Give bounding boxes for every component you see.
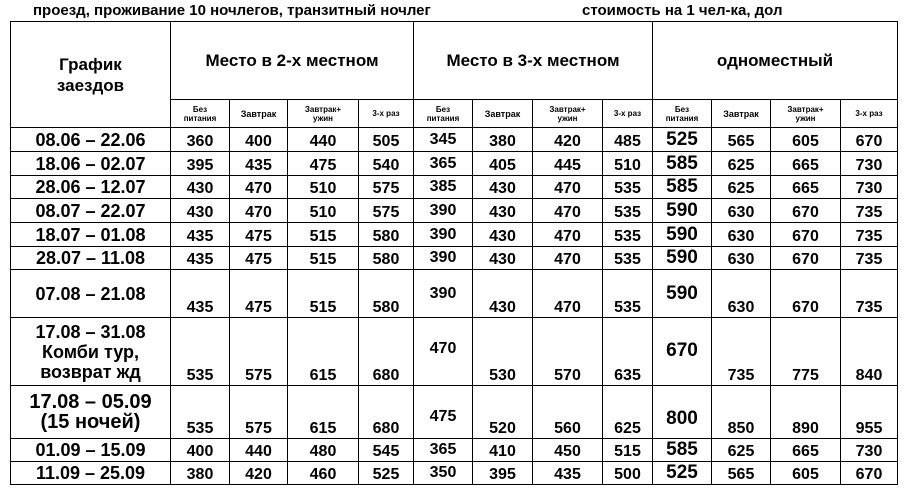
meal-plan-line: питания [183,113,217,123]
meal-plan-line: 3-х раз [372,109,400,118]
price-cell: 585 [653,176,712,199]
price-cell: 475 [288,152,359,176]
price-cell: 580 [359,223,414,247]
price-cell: 350 [414,462,473,485]
price-cell: 470 [533,223,603,247]
price-cell: 535 [603,247,653,270]
date-line: 01.09 – 15.09 [35,440,146,460]
price-cell: 585 [653,152,712,176]
table-row [11,199,898,223]
caption-trip-details: проезд, проживание 10 ночлегов, транзитный ночлег [33,2,431,19]
price-cell: 470 [533,247,603,270]
price-cell: 670 [771,199,841,223]
table-row [11,439,898,462]
price-cell: 520 [473,386,533,439]
price-cell: 580 [359,247,414,270]
price-cell: 470 [533,176,603,199]
price-cell: 670 [771,270,841,318]
price-cell: 515 [288,270,359,318]
price-cell: 840 [841,318,898,386]
date-line: 07.08 – 21.08 [35,283,146,304]
table-row [11,270,898,318]
price-cell: 390 [414,247,473,270]
price-cell: 630 [712,223,771,247]
table-row [11,176,898,199]
price-cell: 560 [533,386,603,439]
price-cell: 605 [771,462,841,485]
caption-price-unit: стоимость на 1 чел-ка, дол [582,2,783,19]
price-cell: 405 [473,152,533,176]
price-cell: 735 [841,247,898,270]
price-cell: 410 [473,439,533,462]
price-cell: 460 [288,462,359,485]
price-cell: 625 [712,439,771,462]
meal-plan-header [473,100,533,128]
date-line: Комби тур, [41,341,140,362]
date-line: 17.08 – 05.09 [29,391,152,413]
schedule-dates [11,199,171,223]
room-group-header: одноместный [653,22,898,100]
price-cell: 470 [414,318,473,386]
price-cell: 430 [473,270,533,318]
date-line: 08.06 – 22.06 [35,129,146,150]
price-cell: 435 [230,152,288,176]
price-cell: 625 [712,152,771,176]
table-row [11,462,898,485]
price-cell: 670 [841,128,898,152]
price-cell: 635 [603,318,653,386]
price-cell: 420 [533,128,603,152]
price-cell: 400 [230,128,288,152]
price-cell: 430 [473,223,533,247]
price-cell: 525 [653,128,712,152]
price-cell: 395 [473,462,533,485]
price-cell: 590 [653,223,712,247]
price-cell: 730 [841,176,898,199]
meal-plan-line: Завтрак [240,108,277,119]
date-line: 08.07 – 22.07 [35,200,146,221]
price-cell: 515 [288,223,359,247]
meal-plan-line: ужин [313,113,333,123]
price-cell: 625 [712,176,771,199]
price-cell: 670 [771,247,841,270]
price-cell: 430 [473,247,533,270]
price-cell: 395 [171,152,230,176]
schedule-dates [11,176,171,199]
price-cell: 735 [841,223,898,247]
meal-plan-header [288,100,359,128]
price-cell: 615 [288,386,359,439]
price-cell: 445 [533,152,603,176]
price-cell: 680 [359,318,414,386]
meal-plan-line: Завтрак+ [304,104,342,114]
price-cell: 535 [603,223,653,247]
price-cell: 565 [712,128,771,152]
meal-plan-line: Завтрак+ [787,104,824,114]
meal-plan-header [171,100,230,128]
price-cell: 365 [414,439,473,462]
price-cell: 485 [603,128,653,152]
price-cell: 630 [712,199,771,223]
price-cell: 585 [653,439,712,462]
meal-plan-header [359,100,414,128]
price-cell: 535 [171,318,230,386]
price-cell: 475 [230,270,288,318]
meal-plan-line: 3-х раз [855,109,883,118]
price-cell: 545 [359,439,414,462]
schedule-header-line: График [59,54,122,74]
price-cell: 430 [473,176,533,199]
price-cell: 535 [603,199,653,223]
price-cell: 670 [771,223,841,247]
meal-plan-header [771,100,841,128]
price-cell: 470 [230,199,288,223]
schedule-dates [11,462,171,485]
schedule-header-line: заездов [56,75,125,95]
price-cell: 470 [533,199,603,223]
schedule-dates [11,439,171,462]
price-cell: 540 [359,152,414,176]
price-cell: 390 [414,199,473,223]
table-row [11,247,898,270]
meal-plan-header [712,100,771,128]
price-cell: 625 [603,386,653,439]
price-table [10,21,898,485]
price-cell: 955 [841,386,898,439]
price-cell: 605 [771,128,841,152]
price-cell: 735 [841,270,898,318]
price-cell: 590 [653,199,712,223]
price-cell: 590 [653,270,712,318]
price-cell: 890 [771,386,841,439]
price-cell: 475 [230,247,288,270]
table-row [11,128,898,152]
date-line: 17.08 – 31.08 [35,321,146,342]
price-cell: 735 [841,199,898,223]
price-cell: 430 [171,176,230,199]
meal-plan-header [603,100,653,128]
price-cell: 510 [288,176,359,199]
meal-plan-line: Без [435,104,451,114]
price-cell: 435 [171,270,230,318]
price-cell: 575 [230,318,288,386]
price-cell: 630 [712,270,771,318]
price-cell: 525 [359,462,414,485]
price-cell: 670 [841,462,898,485]
schedule-dates [11,386,171,439]
price-cell: 665 [771,176,841,199]
price-cell: 515 [288,247,359,270]
price-cell: 615 [288,318,359,386]
price-cell: 590 [653,247,712,270]
date-line: возврат жд [40,361,141,382]
schedule-dates [11,247,171,270]
price-cell: 510 [603,152,653,176]
meal-plan-line: Завтрак [484,108,521,119]
meal-plan-line: ужин [795,113,816,123]
price-cell: 535 [603,176,653,199]
price-cell: 850 [712,386,771,439]
price-cell: 380 [171,462,230,485]
price-cell: 435 [171,247,230,270]
price-cell: 385 [414,176,473,199]
price-cell: 380 [473,128,533,152]
table-row [11,223,898,247]
price-cell: 500 [603,462,653,485]
price-cell: 730 [841,152,898,176]
price-cell: 475 [414,386,473,439]
price-cell: 665 [771,439,841,462]
price-cell: 450 [533,439,603,462]
price-cell: 510 [288,199,359,223]
meal-plan-header [533,100,603,128]
meal-plan-line: Завтрак+ [549,104,586,114]
price-cell: 530 [473,318,533,386]
price-cell: 365 [414,152,473,176]
meal-plan-header [414,100,473,128]
date-line: 28.07 – 11.08 [35,248,146,268]
price-cell: 505 [359,128,414,152]
meal-plan-header [230,100,288,128]
date-line: (15 ночей) [40,411,141,433]
price-cell: 570 [533,318,603,386]
price-cell: 515 [603,439,653,462]
schedule-dates [11,152,171,176]
header-row-groups [11,22,898,100]
price-cell: 475 [230,223,288,247]
meal-plan-line: Завтрак [723,108,759,119]
price-cell: 775 [771,318,841,386]
meal-plan-line: Без [674,104,690,114]
price-cell: 470 [533,270,603,318]
price-cell: 440 [230,439,288,462]
price-cell: 630 [712,247,771,270]
meal-plan-header [841,100,898,128]
date-line: 11.09 – 25.09 [35,463,146,483]
schedule-header [11,22,171,128]
meal-plan-line: 3-х раз [613,109,642,118]
schedule-dates [11,223,171,247]
price-cell: 360 [171,128,230,152]
price-cell: 730 [841,439,898,462]
meal-plan-line: Без [192,104,208,114]
room-group-header: Место в 3-х местном [414,22,653,100]
price-cell: 565 [712,462,771,485]
meal-plan-line: ужин [557,113,578,123]
table-row [11,152,898,176]
date-line: 18.06 – 02.07 [35,153,146,174]
schedule-dates [11,270,171,318]
price-cell: 575 [359,176,414,199]
price-cell: 580 [359,270,414,318]
price-cell: 440 [288,128,359,152]
schedule-dates [11,128,171,152]
price-cell: 535 [171,386,230,439]
price-cell: 535 [603,270,653,318]
price-cell: 390 [414,223,473,247]
room-group-header: Место в 2-х местном [171,22,414,100]
price-cell: 800 [653,386,712,439]
price-cell: 430 [171,199,230,223]
price-cell: 735 [712,318,771,386]
price-cell: 435 [171,223,230,247]
price-cell: 480 [288,439,359,462]
price-cell: 390 [414,270,473,318]
price-cell: 435 [533,462,603,485]
price-cell: 345 [414,128,473,152]
price-cell: 400 [171,439,230,462]
date-line: 18.07 – 01.08 [35,224,146,245]
price-cell: 575 [359,199,414,223]
price-cell: 420 [230,462,288,485]
price-cell: 670 [653,318,712,386]
schedule-dates [11,318,171,386]
table-row [11,386,898,439]
meal-plan-header [653,100,712,128]
table-row [11,318,898,386]
date-line: 28.06 – 12.07 [35,177,146,197]
price-cell: 470 [230,176,288,199]
meal-plan-line: питания [426,113,460,123]
price-cell: 525 [653,462,712,485]
price-cell: 680 [359,386,414,439]
meal-plan-line: питания [665,113,699,123]
price-cell: 430 [473,199,533,223]
price-cell: 665 [771,152,841,176]
price-cell: 575 [230,386,288,439]
